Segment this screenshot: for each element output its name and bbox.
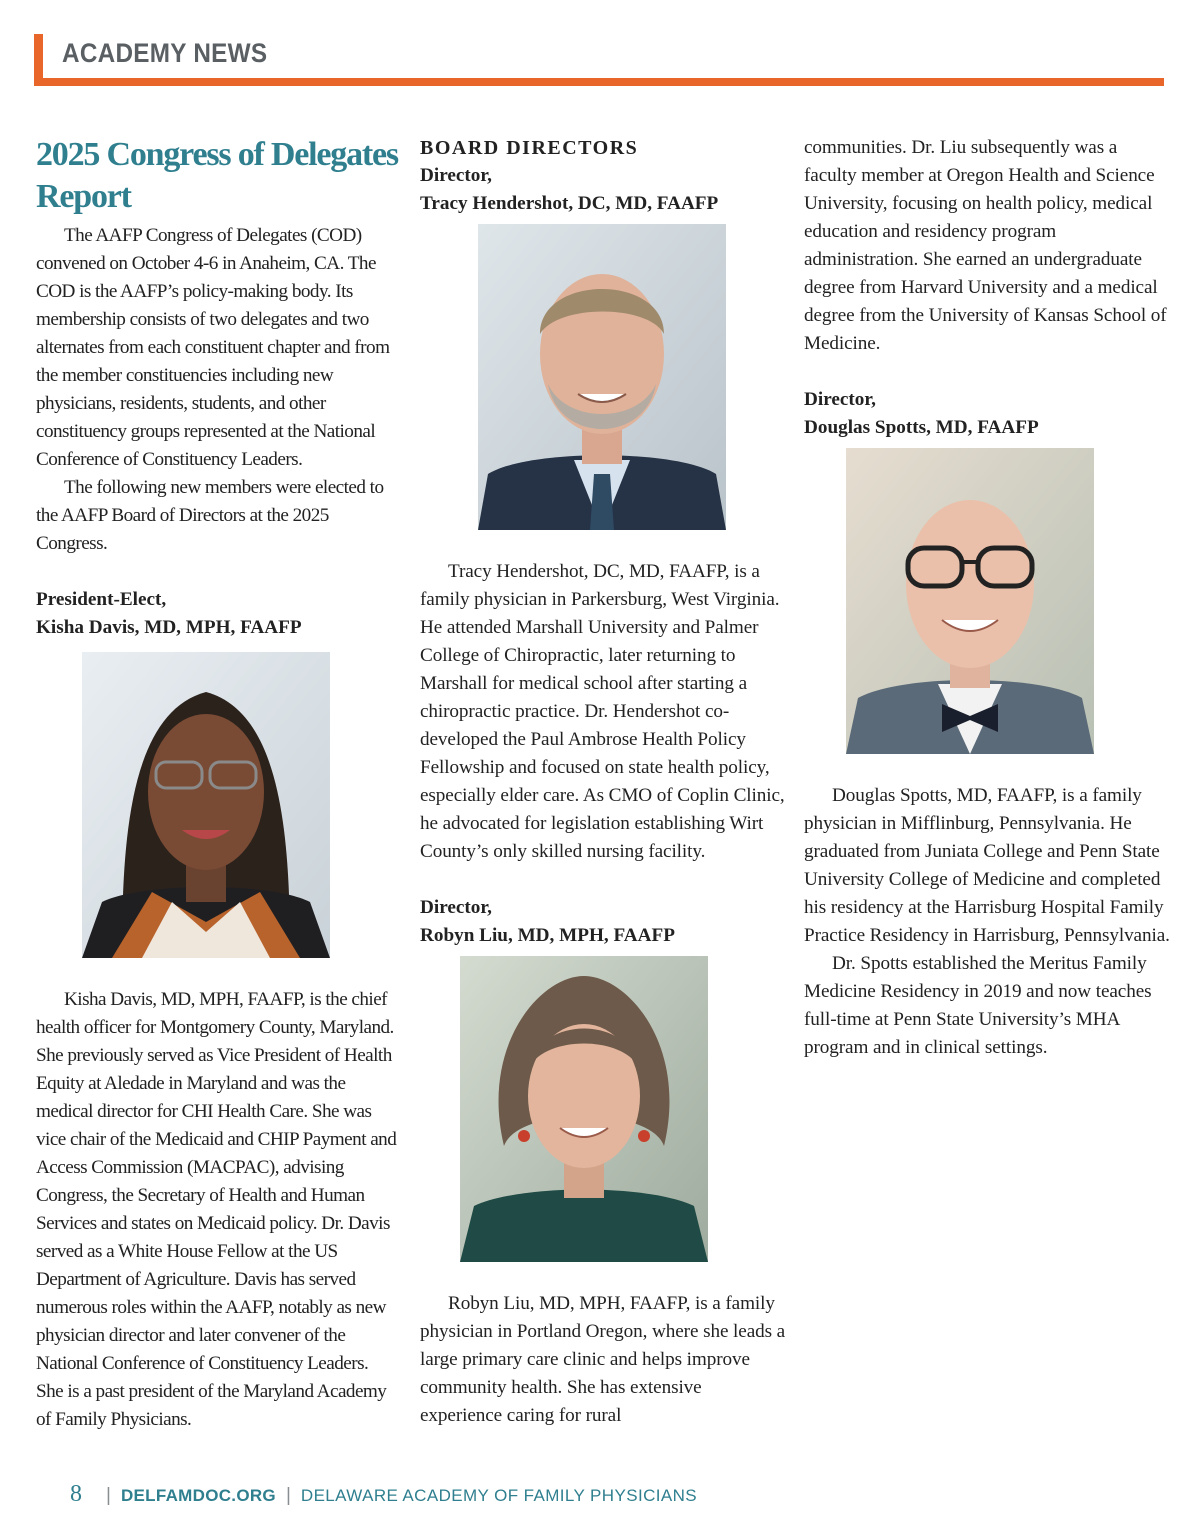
president-elect-name: Kisha Davis, MD, MPH, FAAFP [36, 617, 302, 638]
director-bio: Robyn Liu, MD, MPH, FAAFP, is a family physician in Portland Oregon, where she leads a large primary care clinic and helps improve community health. She has extensive experience caring for rural [420, 1293, 786, 1426]
president-elect-role: President-Elect, [36, 589, 167, 610]
director-bio: Tracy Hendershot, DC, MD, FAAFP, is a family physician in Parkersburg, West Virginia. He attended Marshall University and Palmer College of Chiropractic, later returning to Marshall for medical school after starting a chiropractic practice. Dr. Hendershot co-developed the Paul Ambrose Health Policy Fellowship and focused on state health policy, especially elder care. As CMO of Coplin Clinic, he advocated for legislation establishing Wirt County’s only skilled nursing facility. [420, 561, 785, 862]
director-name: Douglas Spotts, MD, FAAFP [804, 417, 1039, 438]
director-role: Director, [420, 165, 492, 186]
footer-separator: | [285, 1485, 291, 1506]
section-header [34, 34, 1164, 86]
portrait-photo-hendershot [478, 224, 726, 530]
president-elect-bio: Kisha Davis, MD, MPH, FAAFP, is the chief health officer for Montgomery County, Maryland. She previously served as Vice President of Health Equity at Aledade in Maryland and was the medical director for CHI Health Care. She was vice chair of the Medicaid and CHIP Payment and Access Commission (MACPAC), advising Congress, the Secretary of Health and Human Services and states on Medicaid policy. Dr. Davis served as a White House Fellow at the US Department of Agriculture. Davis has served numerous roles within the AAFP, notably as new physician director and later convener of the National Conference of Constituency Leaders. She is a past president of the Maryland Academy of Family Physicians. [36, 989, 397, 1430]
article-title-line2: Report [36, 178, 131, 215]
column-left [36, 134, 398, 1434]
intro-paragraph-2: The following new members were elected to the AAFP Board of Directors at the 2025 Congress. [36, 477, 384, 554]
board-directors-heading: BOARD DIRECTORS [420, 137, 639, 159]
header-rule [34, 78, 1164, 86]
footer-separator: | [106, 1485, 111, 1506]
article-title [36, 134, 398, 218]
page-footer [70, 1478, 697, 1510]
portrait-photo-liu [460, 956, 708, 1262]
director-bio: Douglas Spotts, MD, FAAFP, is a family physician in Mifflinburg, Pennsylvania. He graduated from Juniata College and Penn State University College of Medicine and completed his residency at the Harrisburg Hospital Family Practice Residency in Harrisburg, Pennsylvania. [804, 785, 1170, 946]
director-role: Director, [804, 389, 876, 410]
director-bio-2: Dr. Spotts established the Meritus Family Medicine Residency in 2019 and now teaches full-time at Penn State University’s MHA program and in clinical settings. [804, 953, 1152, 1058]
director-name: Robyn Liu, MD, MPH, FAAFP [420, 925, 675, 946]
page-number: 8 [70, 1481, 82, 1507]
intro-paragraph: The AAFP Congress of Delegates (COD) convened on October 4-6 in Anaheim, CA. The COD is the AAFP’s policy-making body. Its membership consists of two delegates and two alternates from each constituent chapter and from the member constituencies including new physicians, residents, students, and other constituency groups represented at the National Conference of Constituency Leaders. [36, 225, 390, 470]
column-right [804, 134, 1170, 1062]
portrait-photo-davis [82, 652, 330, 958]
footer-website: DELFAMDOC.ORG [120, 1486, 276, 1505]
director-role: Director, [420, 897, 492, 918]
director-name: Tracy Hendershot, DC, MD, FAAFP [420, 193, 719, 214]
section-label: ACADEMY NEWS [62, 38, 268, 68]
article-title-line1: 2025 Congress of Delegates [36, 136, 398, 173]
portrait-photo-spotts [846, 448, 1094, 754]
director-bio-continued: communities. Dr. Liu subsequently was a faculty member at Oregon Health and Science University, focusing on health policy, medical education and residency program administration. She earned an undergraduate degree from Harvard University and a medical degree from the University of Kansas School of Medicine. [804, 137, 1167, 354]
footer-organization: DELAWARE ACADEMY OF FAMILY PHYSICIANS [300, 1486, 698, 1505]
column-middle [420, 134, 786, 1430]
